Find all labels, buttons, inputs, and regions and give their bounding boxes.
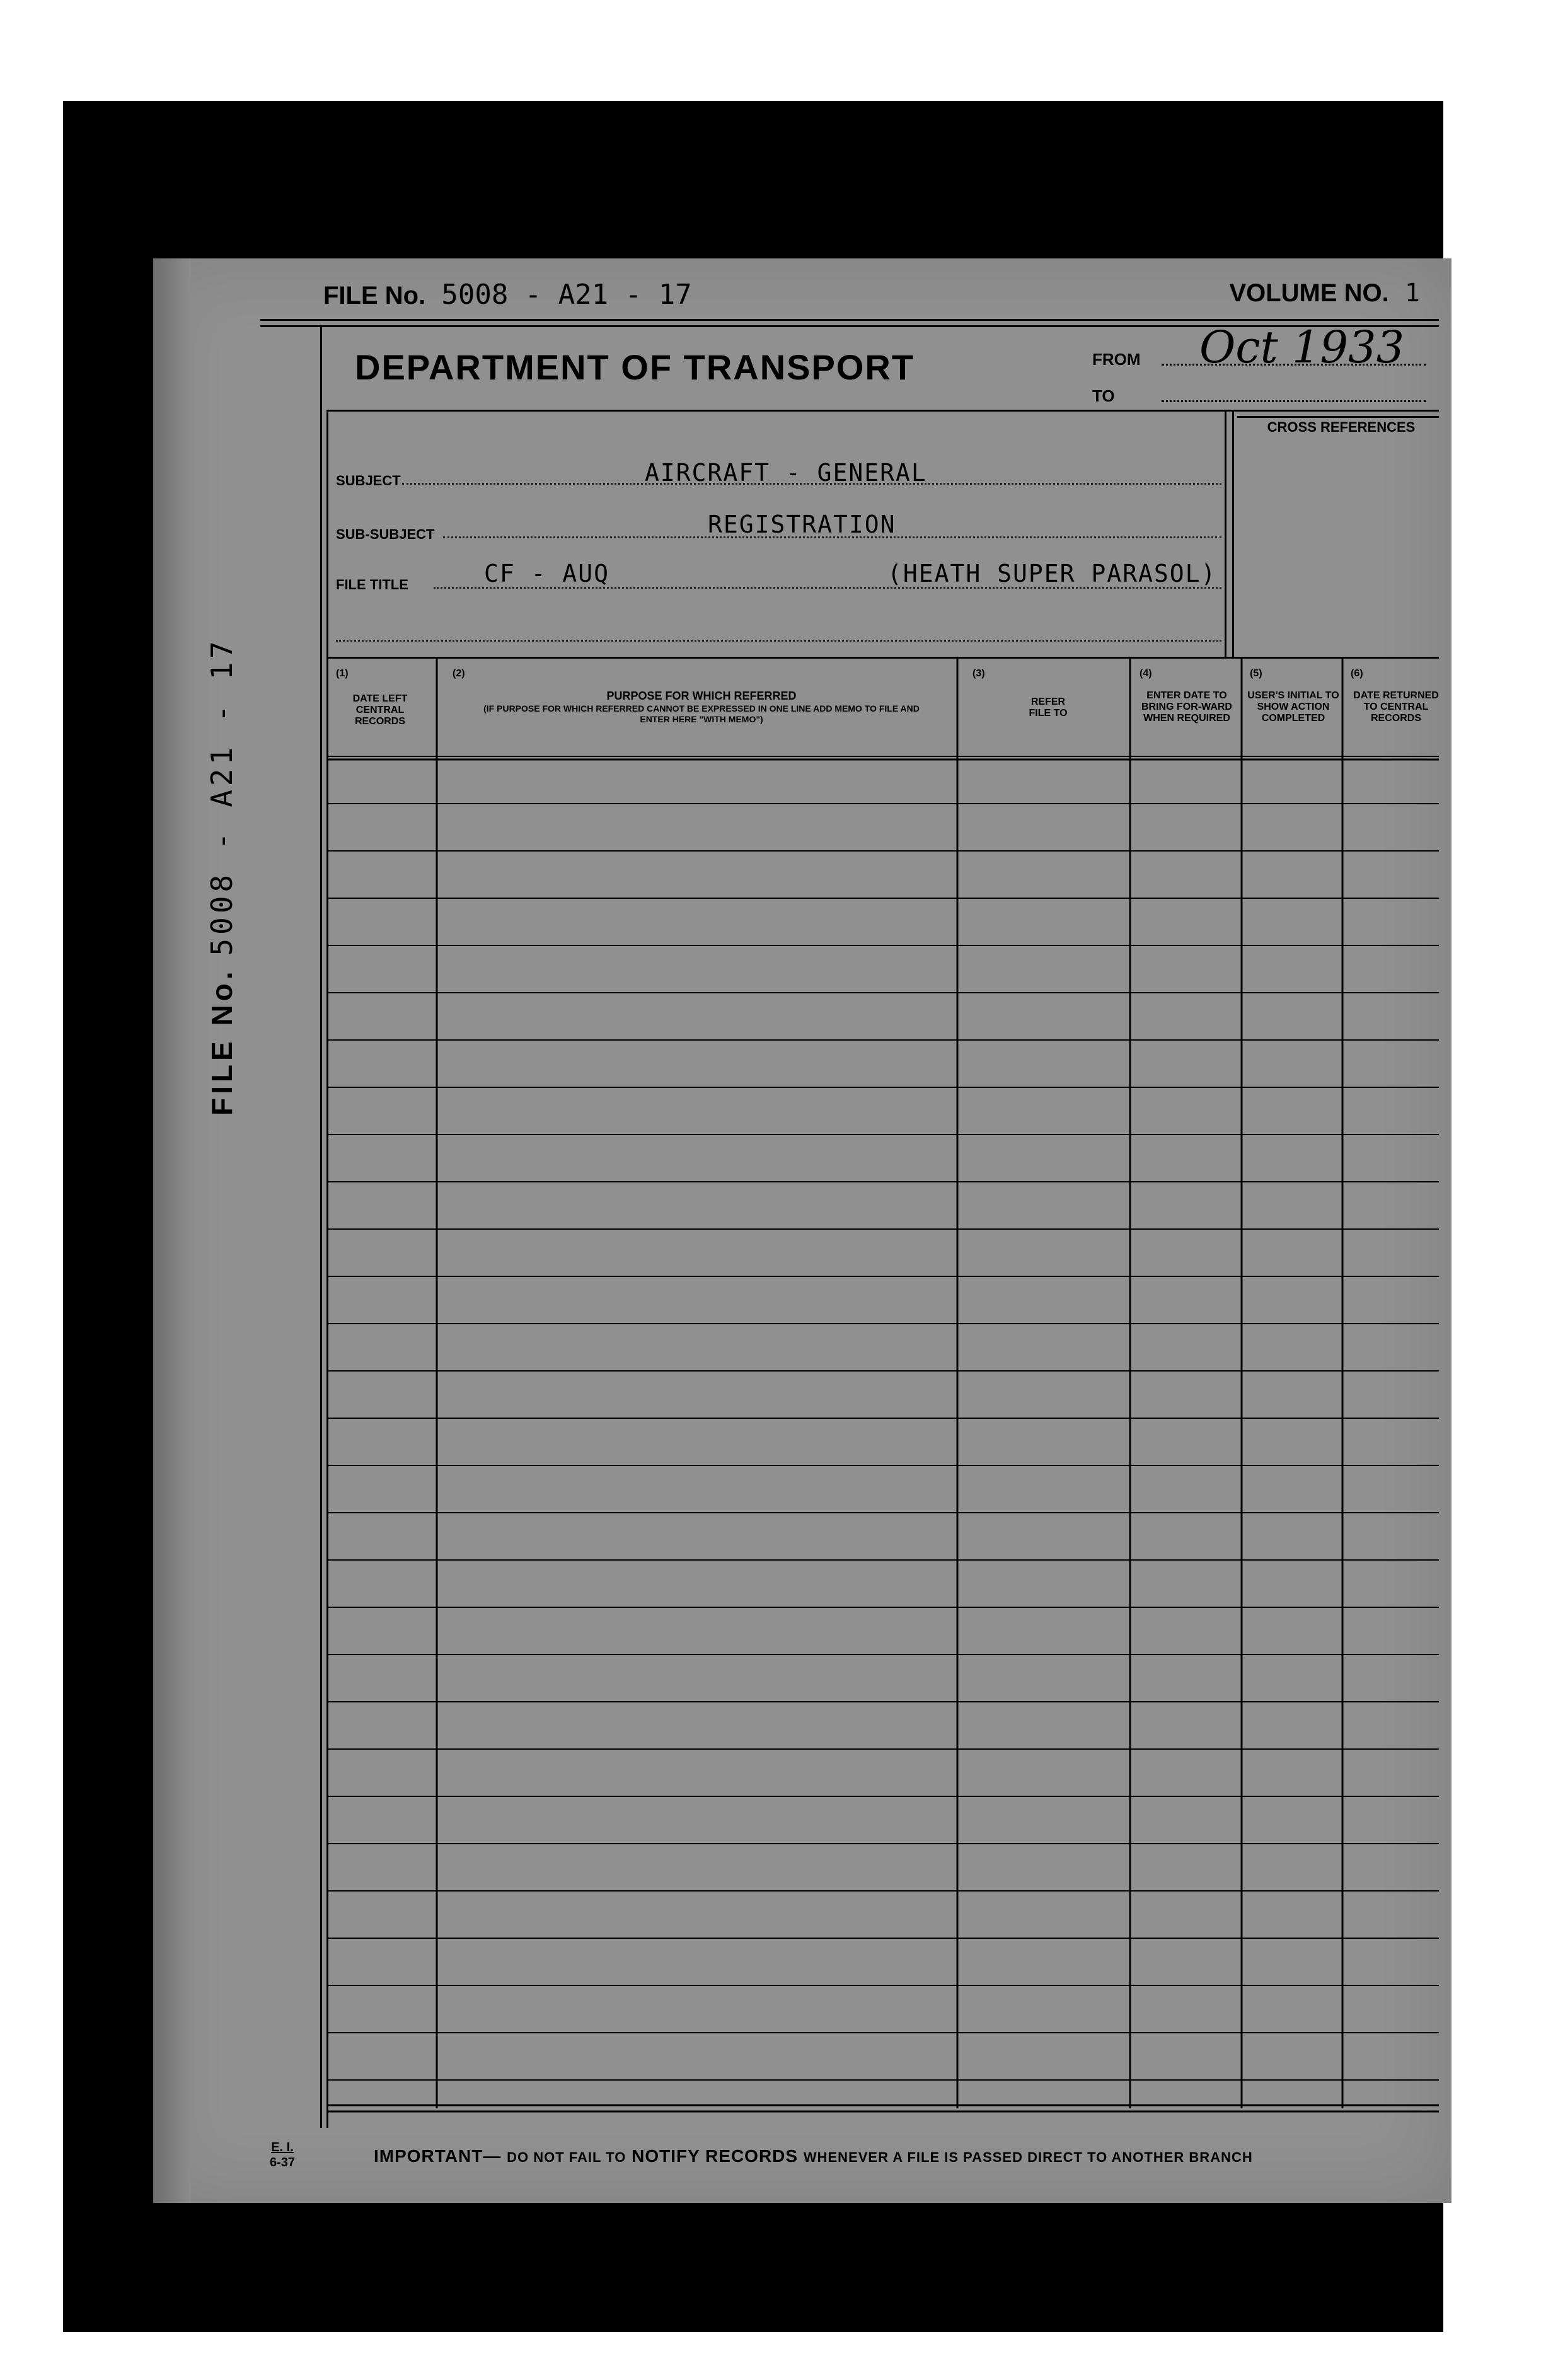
form-code-line-2: 6-37 <box>270 2156 296 2169</box>
file-folder-cover <box>153 258 1451 2203</box>
subject-value: AIRCRAFT - GENERAL <box>645 459 927 487</box>
col-4-num: (4) <box>1140 668 1152 679</box>
file-number-value: 5008 - A21 - 17 <box>441 279 692 311</box>
footer-notify: NOTIFY RECORDS <box>632 2146 799 2166</box>
col-2-note: (IF PURPOSE FOR WHICH REFERRED CANNOT BE EXPRESSED IN ONE LINE ADD MEMO TO FILE AND ENTER HERE "WITH MEMO") <box>483 703 920 724</box>
col-5-label: USER'S INITIAL TO SHOW ACTION COMPLETED <box>1247 690 1339 724</box>
table-rows <box>328 756 1439 2080</box>
col-2-num: (2) <box>453 668 465 679</box>
form-code-line-1: E. I. <box>271 2140 294 2154</box>
spine-file-value: 5008 - A21 - 17 <box>205 637 239 956</box>
col-1-num: (1) <box>336 668 349 679</box>
col-3-label: REFER FILE TO <box>1029 696 1068 719</box>
col-1-label: DATE LEFT CENTRAL RECORDS <box>352 693 408 727</box>
footer-do-not-fail: DO NOT FAIL TO <box>507 2149 626 2165</box>
volume-value: 1 <box>1404 279 1420 308</box>
col-3-num: (3) <box>972 668 985 679</box>
file-title-aircraft: (HEATH SUPER PARASOL) <box>887 560 1217 587</box>
referral-table <box>153 258 1451 2203</box>
footer-notice <box>374 2146 1253 2166</box>
col-5-num: (5) <box>1250 668 1262 679</box>
subject-label: SUBJECT <box>336 473 401 488</box>
file-number-label: FILE No. <box>323 282 426 309</box>
cross-references-label: CROSS REFERENCES <box>1267 419 1416 435</box>
from-label: FROM <box>1092 350 1141 369</box>
department-title: DEPARTMENT OF TRANSPORT <box>355 347 915 387</box>
form-code <box>270 2140 295 2170</box>
crop-mark-bottom-left-foot <box>88 2263 113 2267</box>
col-2-label: PURPOSE FOR WHICH REFERRED <box>606 690 797 702</box>
file-title-value: CF - AUQ <box>484 560 610 587</box>
sub-subject-label: SUB-SUBJECT <box>336 526 435 542</box>
col-6-num: (6) <box>1351 668 1363 679</box>
sub-subject-value: REGISTRATION <box>708 511 896 538</box>
volume-label: VOLUME NO. <box>1229 279 1389 307</box>
footer-important: IMPORTANT— <box>374 2146 502 2166</box>
to-label: TO <box>1092 386 1115 405</box>
footer-whenever: WHENEVER A FILE IS PASSED DIRECT TO ANOTHER BRANCH <box>803 2149 1253 2165</box>
crop-mark-top-left <box>88 145 92 202</box>
spine-file-label: FILE No. <box>205 968 238 1116</box>
col-4-label: ENTER DATE TO BRING FOR-WARD WHEN REQUIRED <box>1141 690 1232 724</box>
col-6-label: DATE RETURNED TO CENTRAL RECORDS <box>1353 690 1439 724</box>
file-title-label: FILE TITLE <box>336 577 408 592</box>
crop-mark-bottom-left <box>88 2209 92 2266</box>
from-value: Oct 1933 <box>1199 321 1405 373</box>
